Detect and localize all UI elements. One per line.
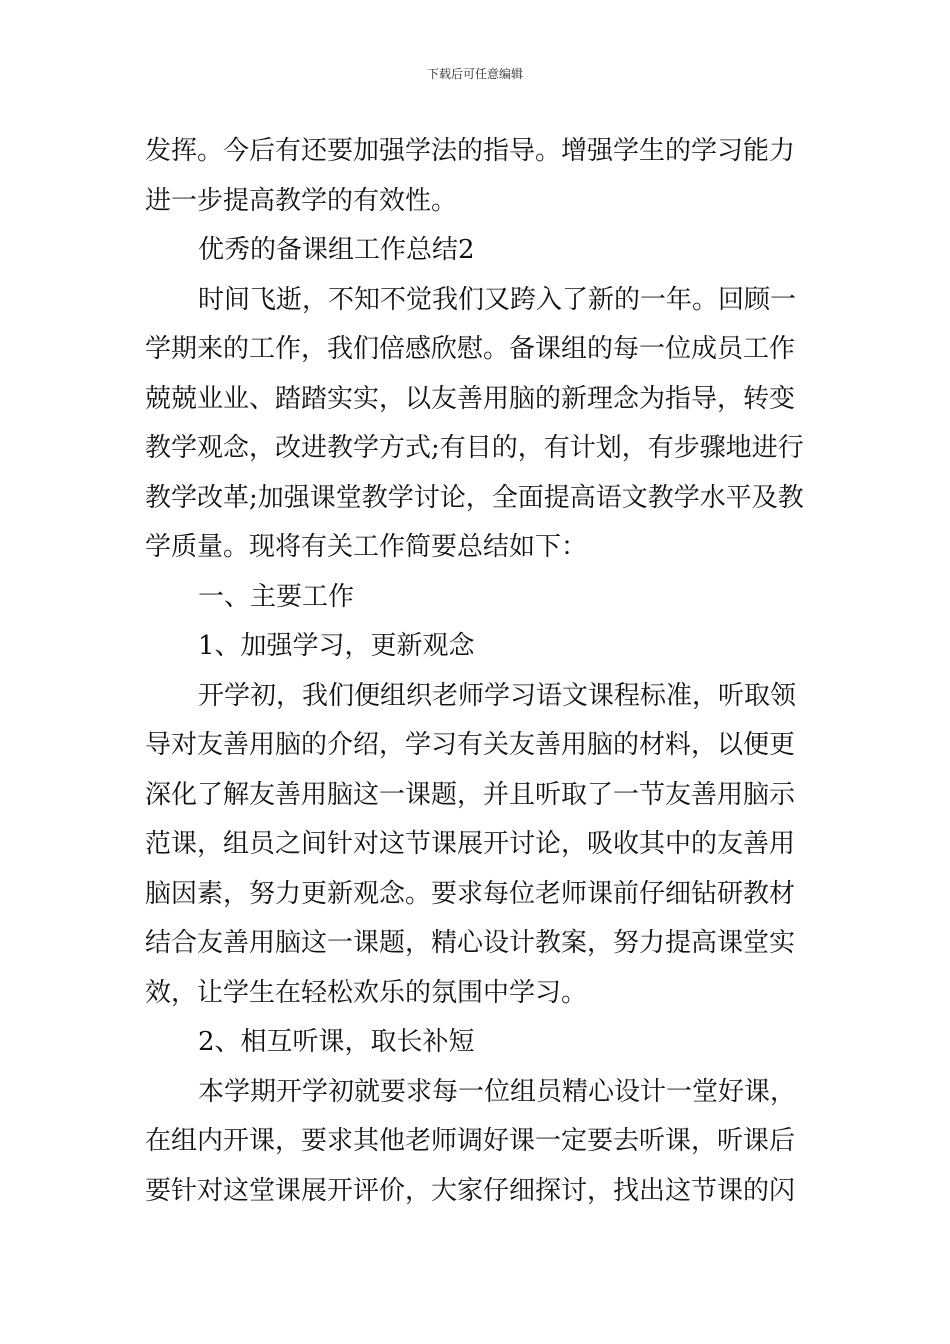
text-line: 脑因素，努力更新观念。要求每位老师课前仔细钻研教材 <box>145 878 796 909</box>
text-line: 要针对这堂课展开评价，大家仔细探讨，找出这节课的闪 <box>145 1175 796 1206</box>
text-line: 范课，组员之间针对这节课展开讨论，吸收其中的友善用 <box>145 829 796 859</box>
text-line: 进一步提高教学的有效性。 <box>145 185 458 216</box>
text-line: 开学初，我们便组织老师学习语文课程标准，听取领 <box>198 680 797 711</box>
subsection-heading: 2、相互听课，取长补短 <box>198 1027 475 1057</box>
document-body <box>145 127 807 1216</box>
text-line: 结合友善用脑这一课题，精心设计教案，努力提高课堂实 <box>145 928 796 958</box>
text-line: 学质量。现将有关工作简要总结如下： <box>145 532 588 562</box>
text-line: 教学观念，改进教学方式;有目的，有计划，有步骤地进行 <box>145 433 804 463</box>
text-line: 效，让学生在轻松欢乐的氛围中学习。 <box>145 977 588 1008</box>
text-line: 学期来的工作，我们倍感欣慰。备课组的每一位成员工作 <box>145 334 796 364</box>
text-line: 在组内开课，要求其他老师调好课一定要去听课，听课后 <box>145 1126 796 1156</box>
text-line: 深化了解友善用脑这一课题，并且听取了一节友善用脑示 <box>145 779 796 810</box>
text-line: 时间飞逝，不知不觉我们又跨入了新的一年。回顾一 <box>198 284 797 315</box>
header-note: 下载后可任意编辑 <box>426 67 523 81</box>
section-title: 优秀的备课组工作总结2 <box>198 235 475 265</box>
text-line: 发挥。今后有还要加强学法的指导。增强学生的学习能力 <box>145 136 796 166</box>
text-line: 导对友善用脑的介绍，学习有关友善用脑的材料，以便更 <box>145 730 796 760</box>
text-line: 兢兢业业、踏踏实实，以友善用脑的新理念为指导，转变 <box>145 383 796 414</box>
text-line: 本学期开学初就要求每一位组员精心设计一堂好课， <box>198 1076 797 1107</box>
text-line: 教学改革;加强课堂教学讨论，全面提高语文教学水平及教 <box>145 482 804 513</box>
section-heading: 一、主要工作 <box>198 581 355 612</box>
subsection-heading: 1、加强学习，更新观念 <box>198 631 475 661</box>
